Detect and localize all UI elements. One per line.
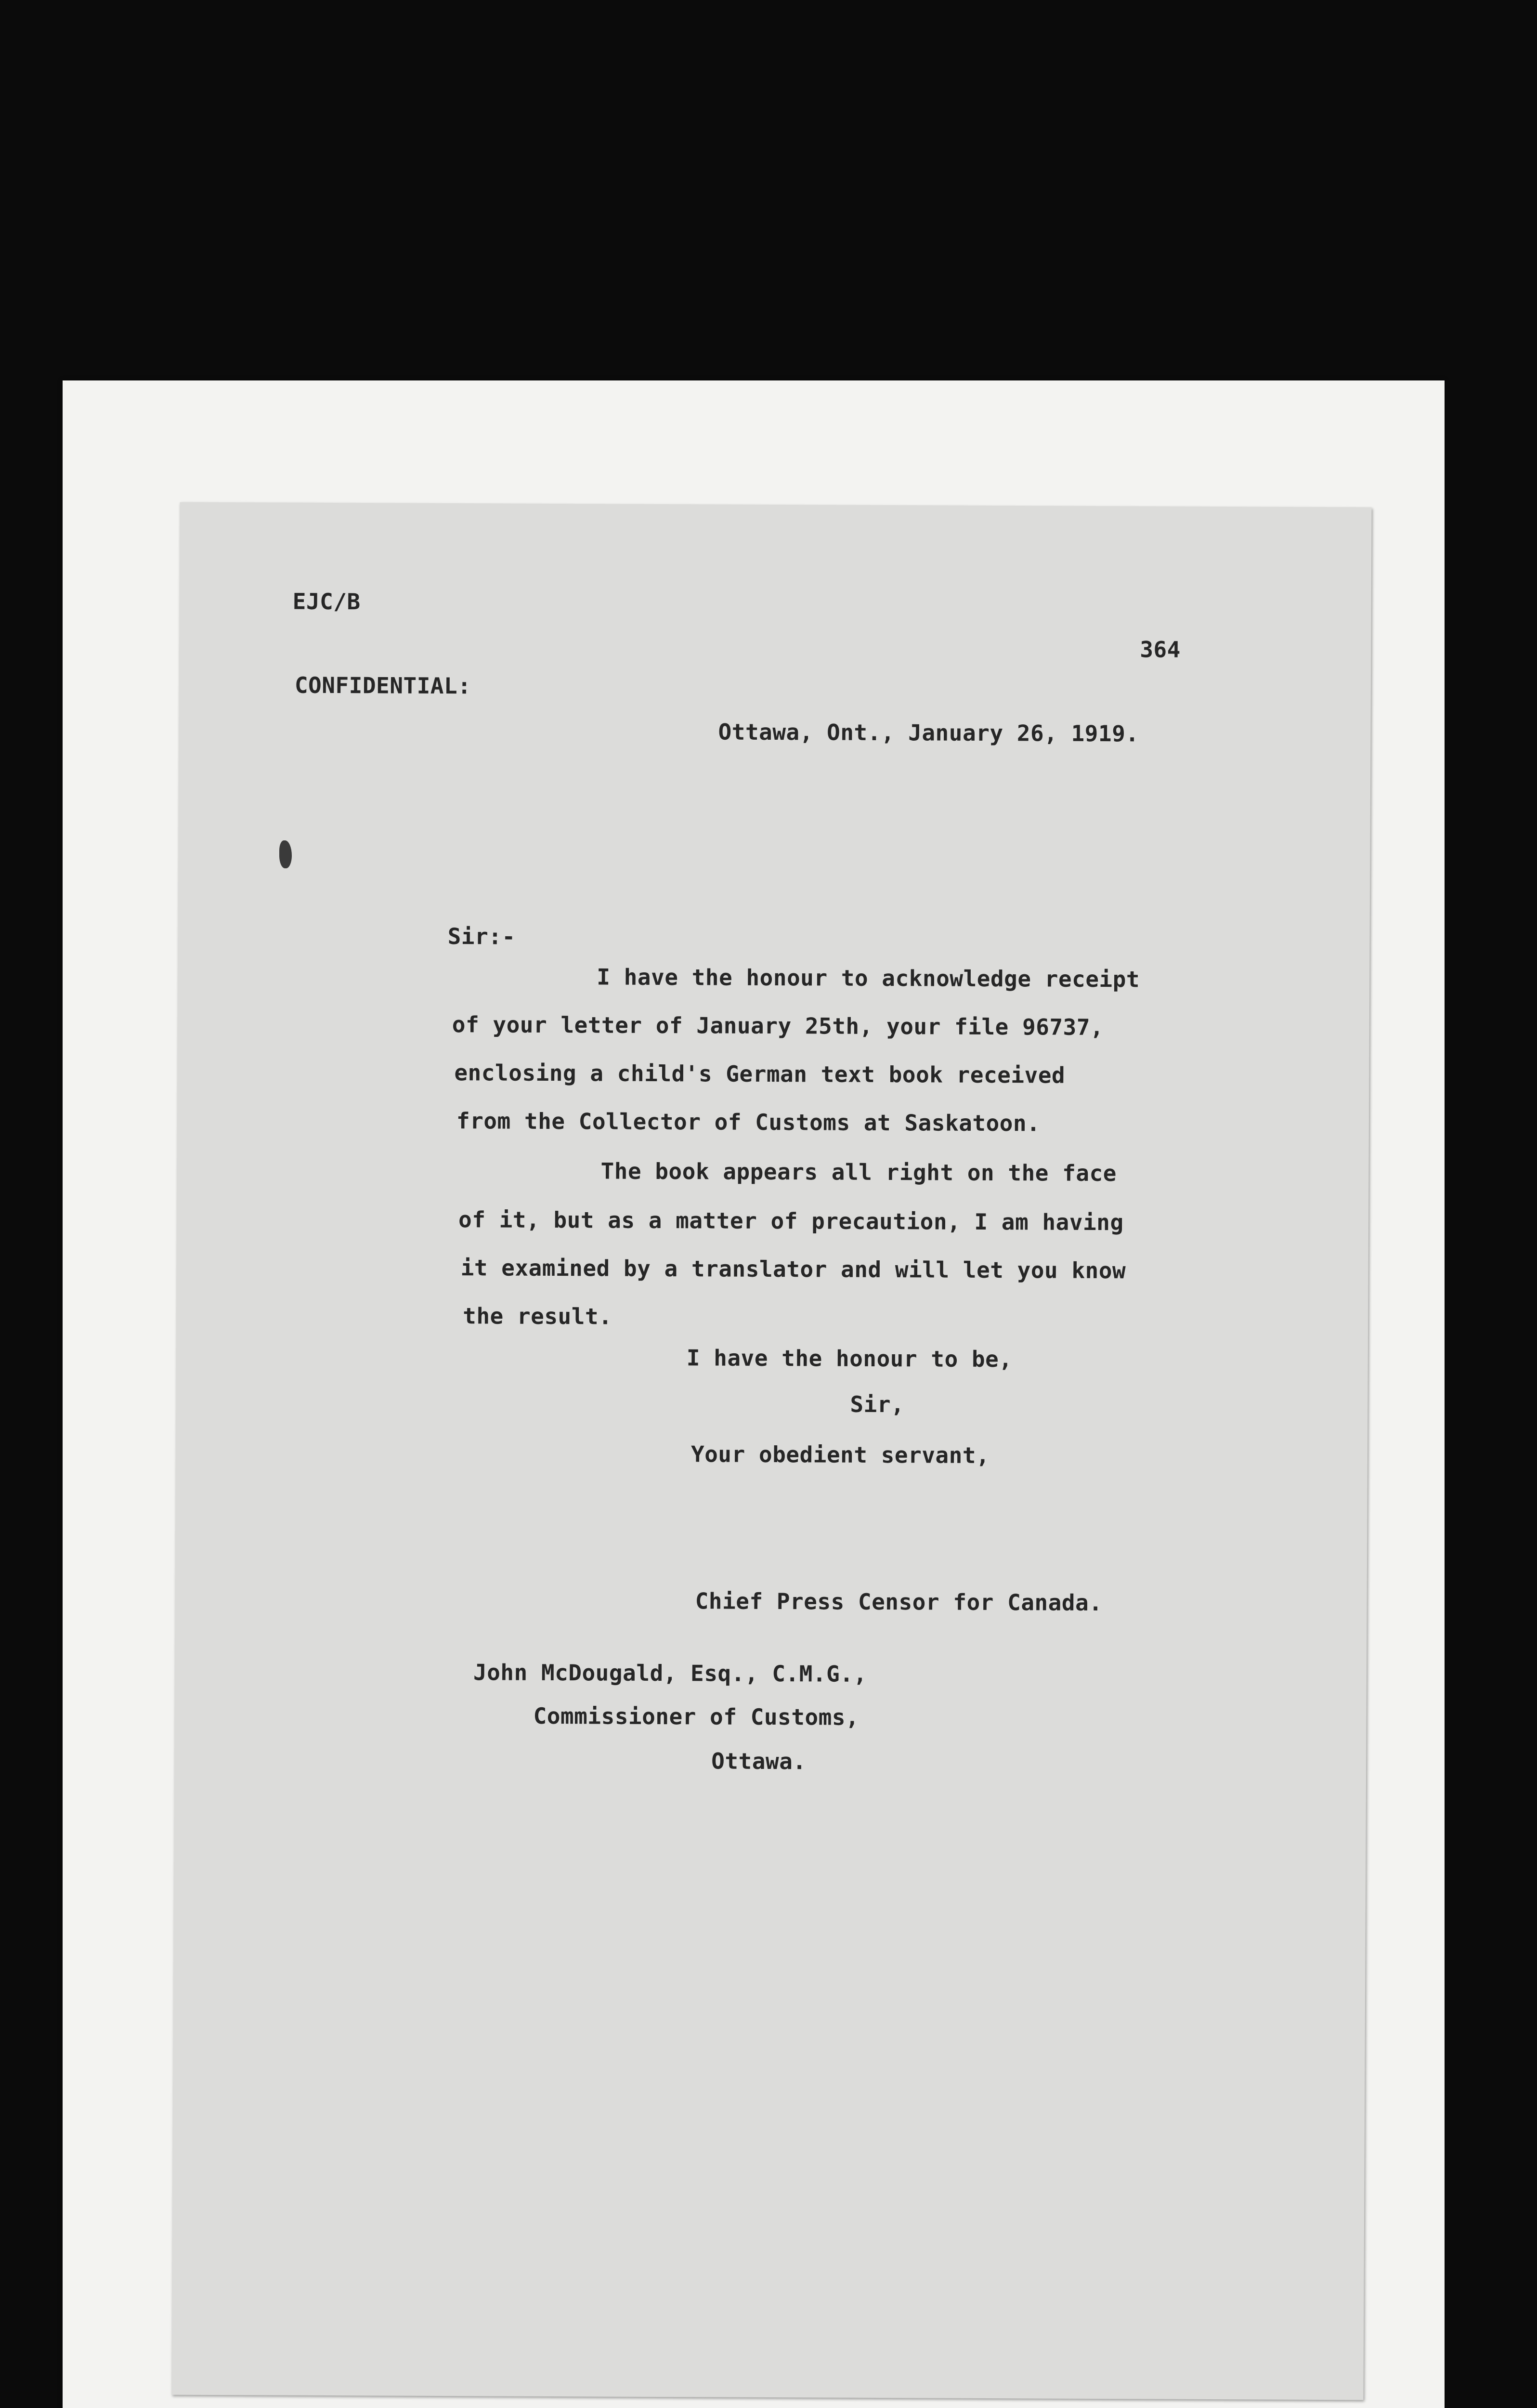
addressee-line: Commissioner of Customs, bbox=[533, 1702, 860, 1730]
body-line: The book appears all right on the face bbox=[600, 1158, 1117, 1187]
signature-title: Chief Press Censor for Canada. bbox=[695, 1588, 1103, 1616]
body-line: of your letter of January 25th, your file 96737, bbox=[452, 1011, 1104, 1041]
addressee-line: John McDougald, Esq., C.M.G., bbox=[473, 1659, 867, 1687]
classification: CONFIDENTIAL: bbox=[294, 672, 471, 699]
reference-initials: EJC/B bbox=[292, 588, 361, 615]
letter-page bbox=[171, 502, 1371, 2400]
closing-line: Your obedient servant, bbox=[690, 1441, 990, 1468]
closing-line: I have the honour to be, bbox=[686, 1345, 1013, 1373]
addressee-line: Ottawa. bbox=[711, 1748, 807, 1775]
body-line: from the Collector of Customs at Saskatoon. bbox=[456, 1108, 1041, 1137]
body-line: it examined by a translator and will let you know bbox=[460, 1255, 1126, 1284]
place-date: Ottawa, Ont., January 26, 1919. bbox=[718, 719, 1139, 747]
body-line: enclosing a child's German text book received bbox=[454, 1060, 1066, 1088]
body-line: the result. bbox=[463, 1303, 612, 1330]
page-number: 364 bbox=[1140, 636, 1181, 663]
closing-line: Sir, bbox=[850, 1391, 905, 1418]
body-line: of it, but as a matter of precaution, I am having bbox=[458, 1206, 1124, 1236]
body-line: I have the honour to acknowledge receipt bbox=[597, 964, 1140, 993]
salutation: Sir:- bbox=[447, 923, 516, 950]
